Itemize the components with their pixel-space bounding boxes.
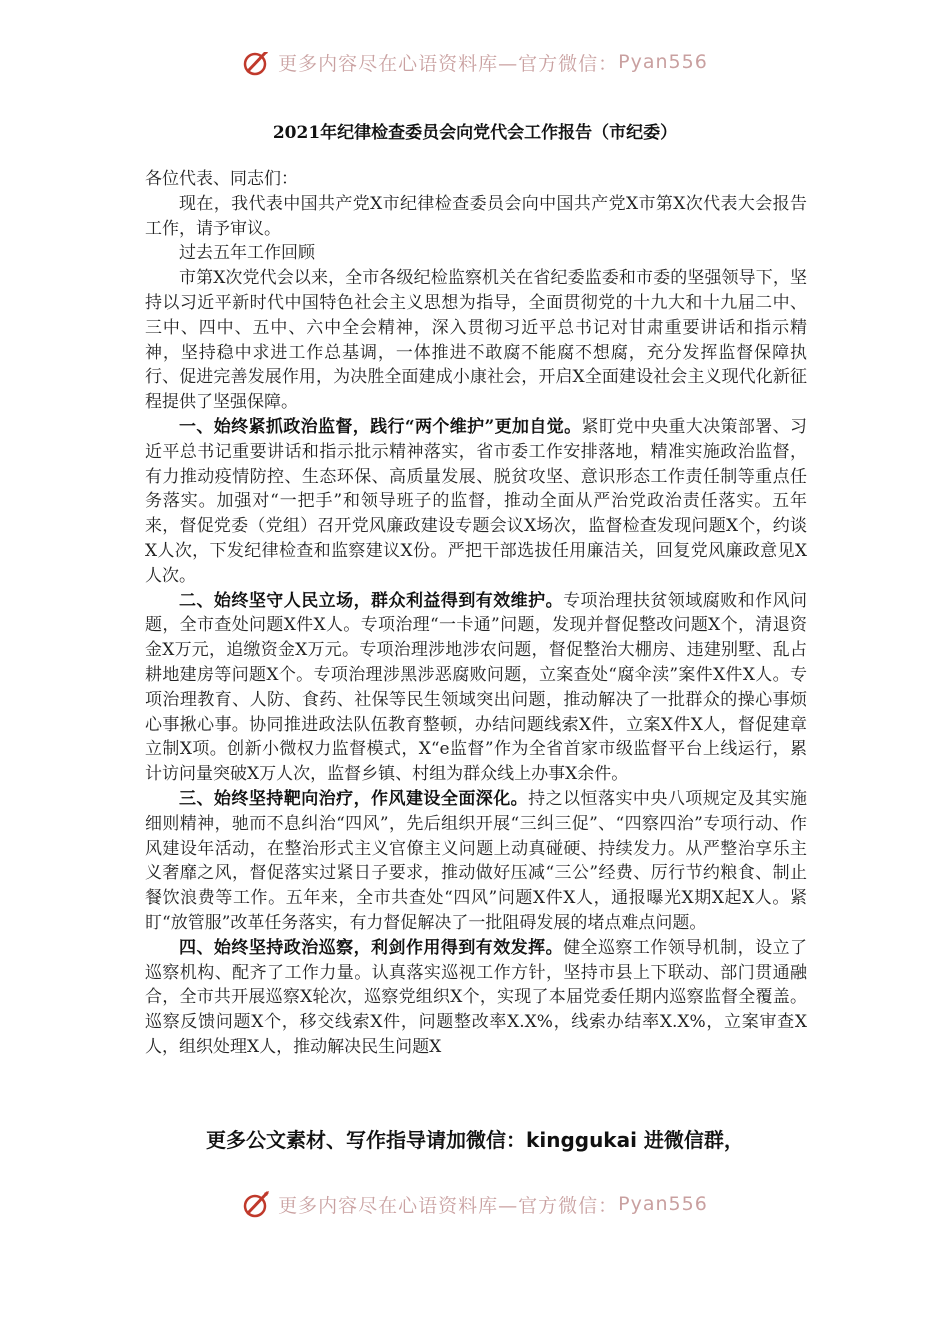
point-paragraph-3 [145,787,807,936]
intro-paragraph: 现在，我代表中国共产党X市纪律检查委员会向中国共产党X市第X次代表大会报告工作，请予审议。 [145,193,807,239]
watermark-top [0,52,950,92]
watermark-bottom-handle: Pyan556 [618,1193,708,1215]
point-heading-4: 四、始终坚持政治巡察，利剑作用得到有效发挥。 [179,937,564,958]
point-paragraph-1 [145,415,807,589]
point-heading-2: 二、始终坚守人民立场，群众利益得到有效维护。 [179,590,564,611]
overview-paragraph: 市第X次党代会以来，全市各级纪检监察机关在省纪委监委和市委的坚强领导下，坚持以习近平新时代中国特色社会主义思想为指导，全面贯彻党的十九大和十九届二中、三中、四中、五中、六中全会精神，深入贯彻习近平总书记对甘肃重要讲话和指示精神，坚持稳中求进工作总基调，一体推进不敢腐不能腐不想腐，充分发挥监督保障执行、促进完善发展作用，为决胜全面建成小康社会，开启X全面建设社会主义现代化新征程提供了坚强保障。 [145,268,807,413]
point-body-3: 持之以恒落实中央八项规定及其实施细则精神，驰而不息纠治“四风”，先后组织开展“三纠三促”、“四察四治”专项行动、作风建设年活动，在整治形式主义官僚主义问题上动真碰硬、持续发力。从严整治享乐主义奢靡之风，督促落实过紧日子要求，推动做好压减“三公”经费、厉行节约粮食、制止餐饮浪费等工作。五年来，全市共查处“四风”问题X件X人，通报曝光X期X起X人。紧盯“放管服”改革任务落实，有力督促解决了一批阻碍发展的堵点难点问题。 [145,788,808,933]
document-body [145,167,807,1060]
point-heading-1: 一、始终紧抓政治监督，践行“两个维护”更加自觉。 [179,416,582,437]
promo-banner: 更多公文素材、写作指导请加微信：kinggukai 进微信群， [206,1128,744,1152]
point-heading-3: 三、始终坚持靶向治疗，作风建设全面深化。 [179,788,529,809]
watermark-top-handle: Pyan556 [618,52,708,73]
section-heading: 过去五年工作回顾 [179,243,315,264]
point-body-2: 专项治理扶贫领域腐败和作风问题，全市查处问题X件X人。专项治理“一卡通”问题，发现并督促整改问题X个，清退资金X万元，追缴资金X万元。专项治理涉地涉农问题，督促整治大棚房、违建别墅、乱占耕地建房等问题X个。专项治理涉黑涉恶腐败问题，立案查处“腐伞渎”案件X件X人。专项治理教育、人防、食药、社保等民生领域突出问题，推动解决了一批群众的操心事烦心事揪心事。协同推进政法队伍教育整顿，办结问题线索X件，立案X件X人，督促建章立制X项。创新小微权力监督模式，X“e监督”作为全省首家市级监督平台上线运行，累计访问量突破X万人次，监督乡镇、村组为群众线上办事X余件。 [145,590,808,785]
watermark-bottom [0,1184,950,1224]
point-body-1: 紧盯党中央重大决策部署、习近平总书记重要讲话和指示批示精神落实，省市委工作安排落地，精准实施政治监督，有力推动疫情防控、生态环保、高质量发展、脱贫攻坚、意识形态工作责任制等重点任务落实。加强对“一把手”和领导班子的监督，推动全面从严治党政治责任落实。五年来，督促党委（党组）召开党风廉政建设专题会议X场次，监督检查发现问题X个，约谈X人次，下发纪律检查和监察建议X份。严把干部选拔任用廉洁关，回复党风廉政意见X人次。 [145,416,807,586]
brush-logo-icon [242,1189,272,1219]
point-body-4: 健全巡察工作领导机制，设立了巡察机构、配齐了工作力量。认真落实巡视工作方针，坚持市县上下联动、部门贯通融合，全市共开展巡察X轮次，巡察党组织X个，实现了本届党委任期内巡察监督全覆盖。巡察反馈问题X个，移交线索X件，问题整改率X.X%，线索办结率X.X%，立案审查X人，组织处理X人，推动解决民生问题X [145,937,808,1057]
document-title: 2021年纪律检查委员会向党代会工作报告（市纪委） [272,123,678,143]
watermark-bottom-text: 更多内容尽在心语资料库—官方微信： [278,1194,619,1217]
watermark-top-text: 更多内容尽在心语资料库—官方微信： [278,52,619,75]
point-paragraph-4 [145,936,807,1060]
point-paragraph-2 [145,589,807,787]
greeting: 各位代表、同志们： [145,169,298,189]
brush-logo-icon [242,52,272,77]
